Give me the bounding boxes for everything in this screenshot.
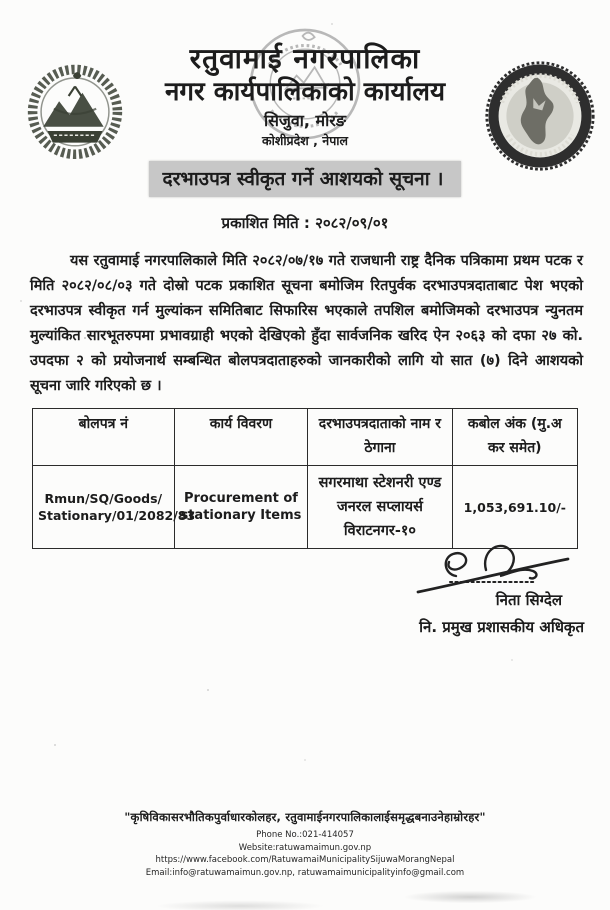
province-line: कोशीप्रदेश , नेपाल — [261, 133, 349, 148]
notice-title: दरभाउपत्र स्वीकृत गर्ने आशयको सूचना । — [149, 161, 462, 197]
letterhead-text — [0, 42, 610, 149]
footer-contact-block — [0, 829, 610, 879]
footer-slogan: "कृषिविकासरभौतिकपुर्वाधारकोलहर, रतुवामाईनगरपालिकालाईसमृद्धबनाउनेहाम्रोरहर" — [124, 810, 486, 824]
col-header-quoted-amount: कबोल अंक (मु.अ कर समेत) — [452, 409, 577, 466]
tender-details-table — [32, 408, 578, 549]
col-header-work-desc: कार्य विवरण — [174, 409, 308, 466]
address-line: सिजुवा, मोरङ — [264, 111, 346, 130]
cell-quoted-amount: 1,053,691.10/- — [452, 466, 577, 549]
footer — [0, 810, 610, 879]
signatory-name: निता सिग्देल — [495, 591, 562, 609]
footer-phone: Phone No.:021-414057 — [256, 830, 354, 840]
footer-email: Email:info@ratuwamaimun.gov.np, ratuwamaimunicipalityinfo@gmail.com — [145, 867, 465, 878]
cell-bidder-name: सगरमाथा स्टेशनरी एण्ड जनरल सप्लायर्स विराटनगर-१० — [308, 466, 452, 549]
col-header-bid-number: बोलपत्र नं — [33, 409, 175, 466]
letterhead — [0, 0, 610, 149]
footer-website: Website:ratuwamaimun.gov.np — [238, 842, 372, 853]
published-date: प्रकाशित मिति : २०८२/०९/०१ — [221, 214, 389, 232]
office-name: नगर कार्यपालिकाको कार्यालय — [164, 77, 446, 107]
footer-facebook: https://www.facebook.com/RatuwamaiMunicipalitySijuwaMorangNepal — [155, 855, 455, 865]
signature-block — [346, 536, 586, 637]
notice-body-paragraph: यस रतुवामाई नगरपालिकाले मिति २०८२/०७/१७ गते राजधानी राष्ट्र दैनिक पत्रिकामा प्रथम पटक र मिति २०८२/०८/०३ गते दोस्रो पटक प्रकाशित सूचना बमोजिम रितपुर्वक दरभाउपत्रदाताबाट पेश भएको दरभाउपत्र स्वीकृत गर्न मुल्यांकन समितिबाट सिफारिस भएकाले तपशिल बमोजिमको दरभाउपत्र न्युनतम मुल्यांकित सारभूतरुपमा प्रभावग्राही भएको देखिएको हुँदा सार्वजनिक खरिद ऐन २०६३ को दफा २७ को. उपदफा २ को प्रयोजनार्थ सम्बन्धित बोलपत्रदाताहरुको जानकारीको लागि यो सात (७) दिने आशयको सूचना जारि गरिएको छ । — [30, 253, 583, 394]
notice-title-row — [0, 161, 610, 197]
cell-work-desc: Procurement of stationary Items — [174, 466, 308, 549]
handwritten-signature-icon — [412, 536, 572, 594]
cell-bid-number: Rmun/SQ/Goods/ Stationary/01/2082/83 — [33, 466, 175, 549]
col-header-bidder-name: दरभाउपत्रदाताको नाम र ठेगाना — [308, 409, 452, 466]
municipality-name: रतुवामाई नगरपालिका — [189, 42, 421, 75]
table-header-row — [33, 409, 578, 466]
signatory-designation: नि. प्रमुख प्रशासकीय अधिकृत — [419, 618, 584, 636]
